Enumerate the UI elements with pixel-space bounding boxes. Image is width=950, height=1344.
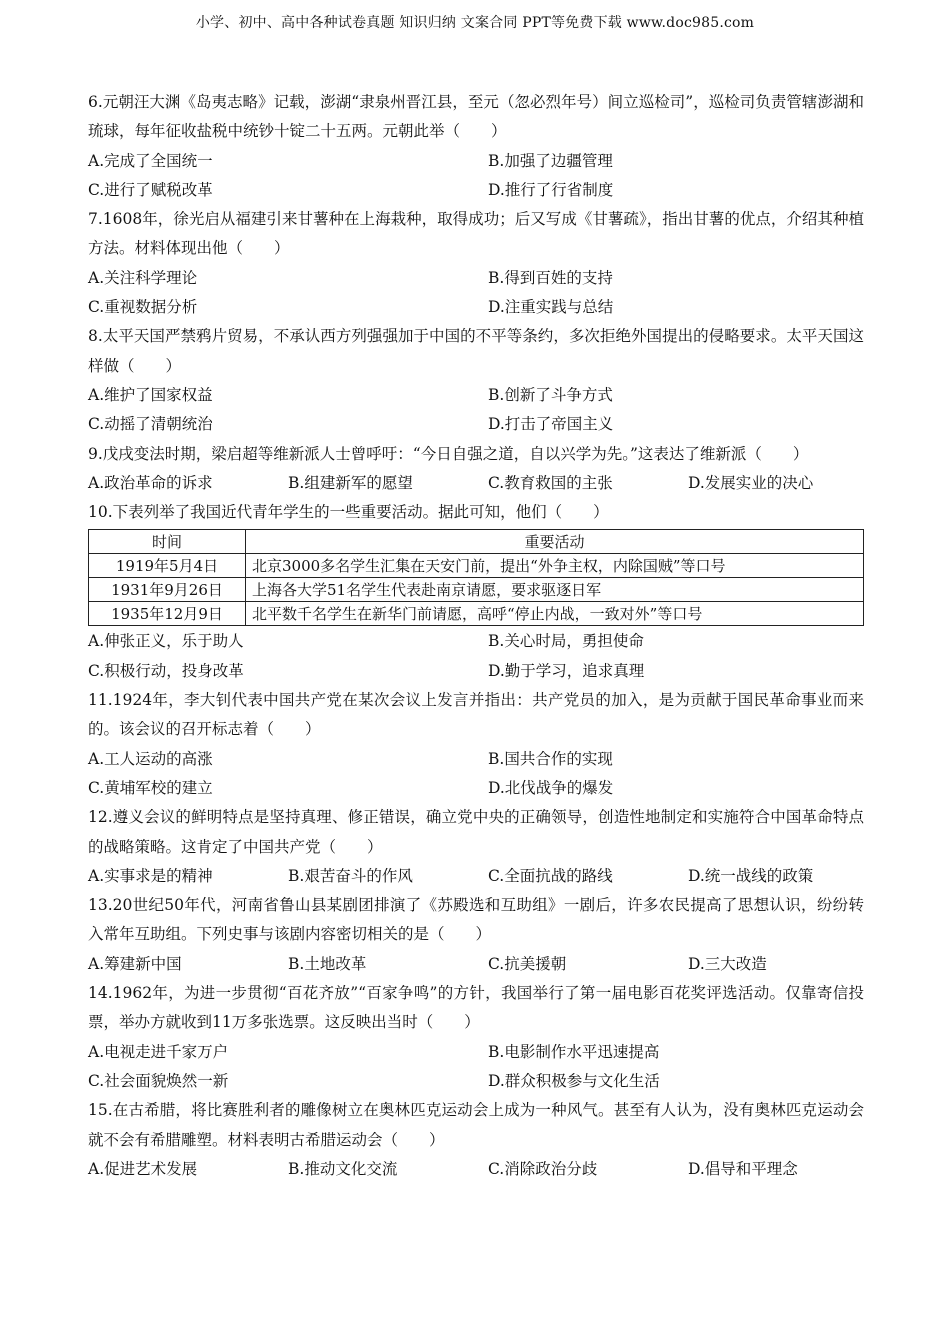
option-c[interactable]: C.积极行动，投身改革 xyxy=(88,661,244,680)
option-b[interactable]: B.组建新军的愿望 xyxy=(288,473,413,492)
option-a[interactable]: A.筹建新中国 xyxy=(88,954,182,973)
option-a[interactable]: A.关注科学理论 xyxy=(88,268,198,287)
column-header-activity: 重要活动 xyxy=(246,530,864,554)
question-12: 12.遵义会议的鲜明特点是坚持真理、修正错误，确立党中央的正确领导，创造性地制定和实施符合中国革命特点的战略策略。这肯定了中国共产党（ ） xyxy=(88,808,864,856)
question-10: 10.下表列举了我国近代青年学生的一些重要活动。据此可知，他们（ ） xyxy=(88,503,609,522)
options-11 xyxy=(88,745,864,804)
option-c[interactable]: C.进行了赋税改革 xyxy=(88,180,213,199)
table-cell-time: 1931年9月26日 xyxy=(89,578,246,602)
option-d[interactable]: D.发展实业的决心 xyxy=(688,473,814,492)
option-a[interactable]: A.维护了国家权益 xyxy=(88,385,213,404)
option-a[interactable]: A.政治革命的诉求 xyxy=(88,473,213,492)
option-b[interactable]: B.关心时局，勇担使命 xyxy=(488,632,644,651)
option-b[interactable]: B.推动文化交流 xyxy=(288,1159,398,1178)
option-c[interactable]: C.教育救国的主张 xyxy=(488,473,613,492)
table-row xyxy=(89,578,864,602)
table-row xyxy=(89,554,864,578)
question-9: 9.戊戌变法时期，梁启超等维新派人士曾呼吁：“今日自强之道，自以兴学为先。”这表达了维新派（ ） xyxy=(88,444,809,463)
question-15: 15.在古希腊，将比赛胜利者的雕像树立在奥林匹克运动会上成为一种风气。甚至有人认为，没有奥林匹克运动会就不会有希腊雕塑。材料表明古希腊运动会（ ） xyxy=(88,1101,864,1149)
options-10 xyxy=(88,627,864,686)
option-c[interactable]: C.重视数据分析 xyxy=(88,298,198,317)
options-13 xyxy=(88,950,864,979)
question-7: 7.1608年，徐光启从福建引来甘薯种在上海栽种，取得成功；后又写成《甘薯疏》，指出甘薯的优点，介绍其种植方法。材料体现出他（ ） xyxy=(88,210,864,258)
option-a[interactable]: A.完成了全国统一 xyxy=(88,151,213,170)
option-d[interactable]: D.统一战线的政策 xyxy=(688,866,814,885)
table-header-row xyxy=(89,530,864,554)
table-cell-time: 1935年12月9日 xyxy=(89,602,246,626)
option-a[interactable]: A.伸张正义，乐于助人 xyxy=(88,632,244,651)
question-6: 6.元朝汪大渊《岛夷志略》记载，澎湖“隶泉州晋江县，至元（忽必烈年号）间立巡检司”，巡检司负责管辖澎湖和琉球，每年征收盐税中统钞十锭二十五两。元朝此举（ ） xyxy=(88,93,864,141)
option-d[interactable]: D.三大改造 xyxy=(688,954,767,973)
options-9 xyxy=(88,469,864,498)
option-b[interactable]: B.得到百姓的支持 xyxy=(488,268,613,287)
option-c[interactable]: C.黄埔军校的建立 xyxy=(88,778,213,797)
option-b[interactable]: B.电影制作水平迅速提高 xyxy=(488,1042,660,1061)
option-c[interactable]: C.抗美援朝 xyxy=(488,954,567,973)
question-14: 14.1962年，为进一步贯彻“百花齐放”“百家争鸣”的方针，我国举行了第一届电影百花奖评选活动。仅靠寄信投票，举办方就收到11万多张选票。这反映出当时（ ） xyxy=(88,984,864,1032)
activities-table xyxy=(88,529,864,626)
option-c[interactable]: C.动摇了清朝统治 xyxy=(88,415,213,434)
option-b[interactable]: B.土地改革 xyxy=(288,954,367,973)
site-header: 小学、初中、高中各种试卷真题 知识归纳 文案合同 PPT等免费下载 www.doc985.com xyxy=(195,15,755,31)
option-d[interactable]: D.打击了帝国主义 xyxy=(488,415,614,434)
table-cell-activity: 上海各大学51名学生代表赴南京请愿，要求驱逐日军 xyxy=(246,578,864,602)
option-c[interactable]: C.社会面貌焕然一新 xyxy=(88,1071,229,1090)
option-b[interactable]: B.加强了边疆管理 xyxy=(488,151,613,170)
question-8: 8.太平天国严禁鸦片贸易，不承认西方列强强加于中国的不平等条约，多次拒绝外国提出的侵略要求。太平天国这样做（ ） xyxy=(88,327,864,375)
option-d[interactable]: D.北伐战争的爆发 xyxy=(488,778,614,797)
options-12 xyxy=(88,862,864,891)
options-15 xyxy=(88,1155,864,1184)
option-b[interactable]: B.创新了斗争方式 xyxy=(488,385,613,404)
option-d[interactable]: D.推行了行省制度 xyxy=(488,180,614,199)
question-13: 13.20世纪50年代，河南省鲁山县某剧团排演了《苏殿选和互助组》一剧后，许多农民提高了思想认识，纷纷转入常年互助组。下列史事与该剧内容密切相关的是（ ） xyxy=(88,896,864,944)
option-d[interactable]: D.注重实践与总结 xyxy=(488,298,614,317)
table-row xyxy=(89,602,864,626)
option-d[interactable]: D.倡导和平理念 xyxy=(688,1159,798,1178)
options-7 xyxy=(88,264,864,323)
question-11: 11.1924年，李大钊代表中国共产党在某次会议上发言并指出：共产党员的加入，是为贡献于国民革命事业而来的。该会议的召开标志着（ ） xyxy=(88,691,864,739)
options-6 xyxy=(88,147,864,206)
option-b[interactable]: B.艰苦奋斗的作风 xyxy=(288,866,413,885)
options-8 xyxy=(88,381,864,440)
table-cell-activity: 北平数千名学生在新华门前请愿，高呼“停止内战，一致对外”等口号 xyxy=(246,602,864,626)
option-a[interactable]: A.电视走进千家万户 xyxy=(88,1042,229,1061)
column-header-time: 时间 xyxy=(89,530,246,554)
option-a[interactable]: A.促进艺术发展 xyxy=(88,1159,198,1178)
option-c[interactable]: C.消除政治分歧 xyxy=(488,1159,598,1178)
option-d[interactable]: D.群众积极参与文化生活 xyxy=(488,1071,660,1090)
options-14 xyxy=(88,1038,864,1097)
option-d[interactable]: D.勤于学习，追求真理 xyxy=(488,661,645,680)
option-b[interactable]: B.国共合作的实现 xyxy=(488,749,613,768)
question-list xyxy=(88,88,864,1184)
table-cell-activity: 北京3000多名学生汇集在天安门前，提出“外争主权，内除国贼”等口号 xyxy=(246,554,864,578)
option-a[interactable]: A.工人运动的高涨 xyxy=(88,749,213,768)
table-cell-time: 1919年5月4日 xyxy=(89,554,246,578)
option-c[interactable]: C.全面抗战的路线 xyxy=(488,866,613,885)
option-a[interactable]: A.实事求是的精神 xyxy=(88,866,213,885)
